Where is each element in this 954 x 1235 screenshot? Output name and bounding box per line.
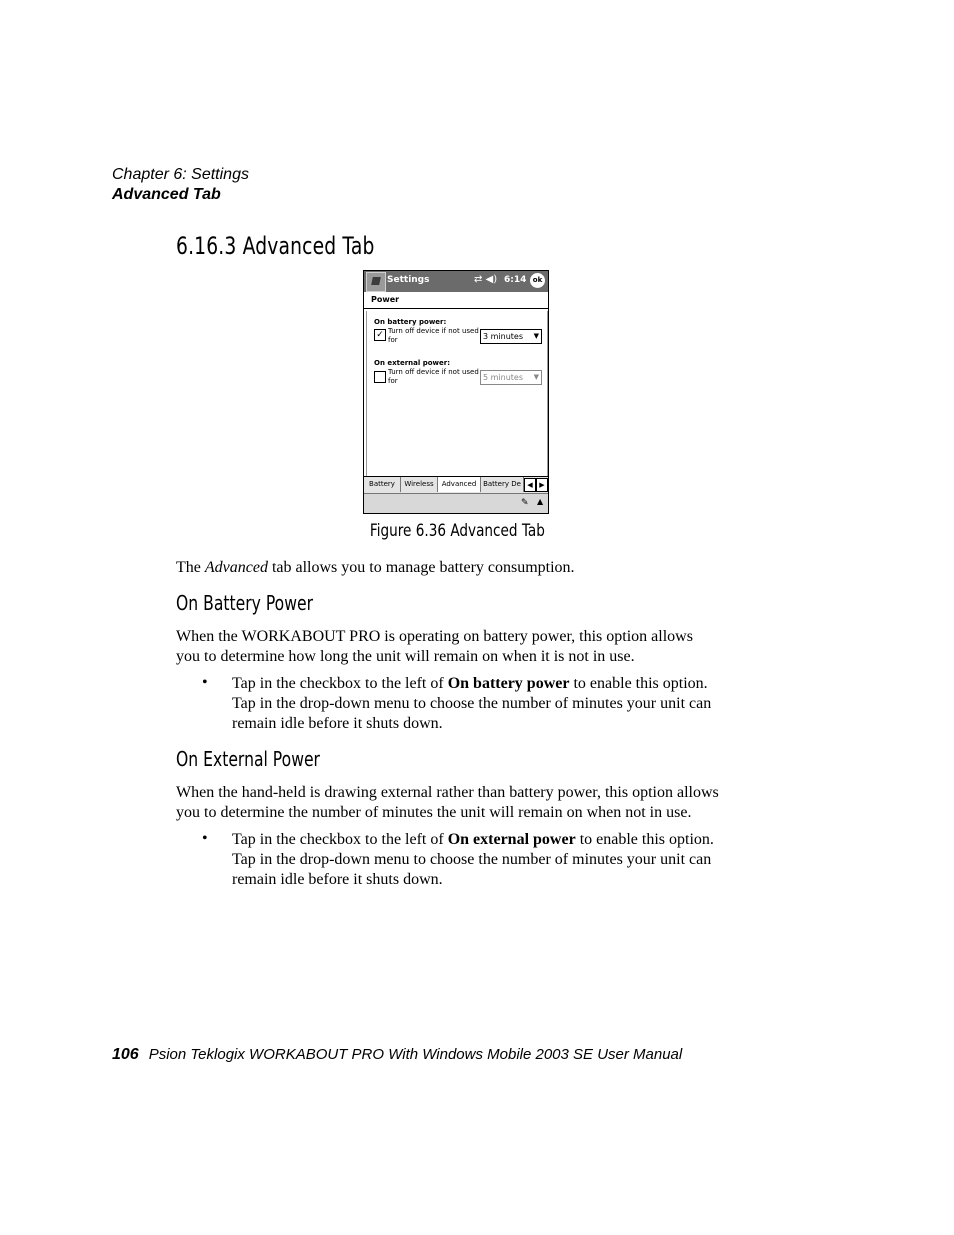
battery-checkbox-label: Turn off device if not used for (388, 327, 479, 344)
figure-caption: Figure 6.36 Advanced Tab (369, 521, 545, 541)
title-bar (364, 271, 548, 292)
connectivity-volume-icons[interactable]: ⇄ ◀) (474, 274, 498, 285)
intro-paragraph: The Advanced tab allows you to manage battery consumption. (176, 559, 575, 576)
external-checkbox[interactable] (374, 371, 386, 383)
external-timeout-dropdown[interactable] (480, 370, 542, 385)
chevron-down-icon: ▼ (533, 332, 539, 340)
external-checkbox-label: Turn off device if not used for (388, 368, 479, 385)
battery-bullet: Tap in the checkbox to the left of On battery power to enable this option. Tap in the drop-down menu to choose the number of minutes your unit can remain idle before it shuts down. (232, 675, 712, 732)
tab-wireless[interactable]: Wireless (401, 477, 438, 492)
tab-scroll-right-icon[interactable]: ▶ (536, 478, 548, 492)
device-screenshot (363, 270, 549, 514)
external-bullet: Tap in the checkbox to the left of On external power to enable this option. Tap in the drop-down menu to choose the number of minutes your unit can remain idle before it shuts down. (232, 831, 714, 888)
settings-content (366, 311, 548, 476)
clock[interactable]: 6:14 (504, 275, 527, 285)
battery-timeout-value: 3 minutes (483, 332, 524, 341)
input-panel-icon[interactable]: ✎ (521, 498, 529, 508)
page-footer (112, 1046, 682, 1064)
battery-paragraph: When the WORKABOUT PRO is operating on battery power, this option allows you to determine how long the unit will remain on when it is not in use. (176, 628, 693, 665)
bullet-marker: • (202, 830, 208, 847)
battery-checkbox[interactable] (374, 329, 386, 341)
menu-bar (364, 493, 548, 514)
tab-battery[interactable]: Battery (364, 477, 401, 492)
external-group-label: On external power: (374, 359, 451, 367)
tab-battery-details[interactable]: Battery De (481, 477, 524, 492)
start-menu-icon[interactable] (366, 272, 386, 292)
app-title: Settings (387, 275, 430, 285)
battery-heading: On Battery Power (176, 591, 313, 615)
sip-arrow-icon[interactable]: ▲ (537, 497, 544, 506)
tab-strip (364, 476, 548, 493)
running-header-section: Advanced Tab (112, 186, 221, 203)
checkmark-icon: ✓ (376, 330, 384, 340)
chevron-down-icon: ▼ (533, 373, 539, 381)
divider (364, 308, 548, 309)
bullet-marker: • (202, 674, 208, 691)
running-header-chapter: Chapter 6: Settings (112, 166, 249, 183)
battery-group-label: On battery power: (374, 318, 447, 326)
external-paragraph: When the hand-held is drawing external rather than battery power, this option allows you to determine the number of minutes the unit will remain on when not in use. (176, 784, 719, 821)
power-section-label: Power (371, 295, 400, 304)
tab-scroll-left-icon[interactable]: ◀ (524, 478, 536, 492)
section-title: 6.16.3 Advanced Tab (176, 232, 375, 260)
external-heading: On External Power (176, 747, 320, 771)
footer-text: Psion Teklogix WORKABOUT PRO With Windows Mobile 2003 SE User Manual (148, 1046, 683, 1063)
page-number: 106 (112, 1046, 139, 1063)
external-timeout-value: 5 minutes (483, 373, 524, 382)
battery-timeout-dropdown[interactable] (480, 329, 542, 344)
tab-advanced[interactable]: Advanced (438, 477, 481, 492)
ok-button[interactable]: ok (530, 273, 545, 288)
